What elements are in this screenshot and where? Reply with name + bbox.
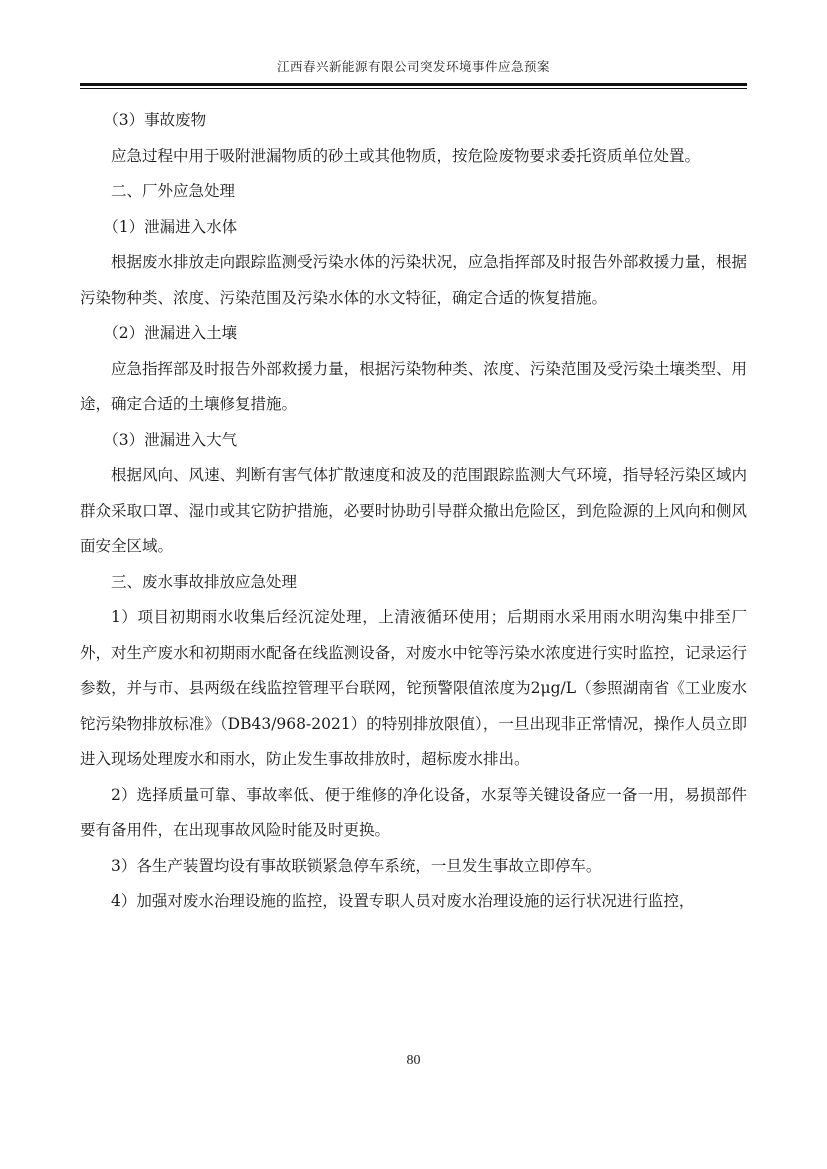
list-item: 2）选择质量可靠、事故率低、便于维修的净化设备，水泵等关键设备应一备一用，易损部件要有备用件，在出现事故风险时能及时更换。 (80, 785, 747, 839)
list-item: 4）加强对废水治理设施的监控，设置专职人员对废水治理设施的运行状况进行监控， (111, 892, 695, 910)
paragraph: 应急指挥部及时报告外部救援力量，根据污染物种类、浓度、污染范围及受污染土壤类型、用途，确定合适的土壤修复措施。 (80, 359, 747, 413)
page-header-title: 江西春兴新能源有限公司突发环境事件应急预案 (276, 59, 550, 74)
header-rule-thin (80, 88, 747, 89)
paragraph: 应急过程中用于吸附泄漏物质的砂土或其他物质，按危险废物要求委托资质单位处置。 (111, 146, 701, 165)
section-heading-wastewater: 三、废水事故排放应急处理 (111, 572, 298, 591)
document-body (80, 103, 747, 920)
sub-heading-water: （1）泄漏进入水体 (103, 217, 238, 236)
paragraph: 根据风向、风速、判断有害气体扩散速度和波及的范围跟踪监测大气环境，指导轻污染区域内群众采取口罩、湿巾或其它防护措施，必要时协助引导群众撤出危险区，到危险源的上风向和侧风面安全区域。 (80, 466, 747, 555)
section-heading-offsite: 二、厂外应急处理 (111, 182, 236, 200)
page-number: 80 (406, 1053, 421, 1068)
header-rule-thick (80, 83, 747, 86)
sub-heading-air: （3）泄漏进入大气 (103, 430, 238, 449)
sub-heading-accident-waste: （3）事故废物 (103, 111, 207, 129)
paragraph: 根据废水排放走向跟踪监测受污染水体的污染状况，应急指挥部及时报告外部救援力量，根据污染物种类、浓度、污染范围及污染水体的水文特征，确定合适的恢复措施。 (80, 253, 747, 307)
list-item: 3）各生产装置均设有事故联锁紧急停车系统，一旦发生事故立即停车。 (111, 856, 602, 875)
list-item: 1）项目初期雨水收集后经沉淀处理，上清液循环使用；后期雨水采用雨水明沟集中排至厂外，对生产废水和初期雨水配备在线监测设备，对废水中铊等污染水浓度进行实时监控，记录运行参数，并与市、县两级在线监控管理平台联网，铊预警限值浓度为2μg/L（参照湖南省《工业废水铊污染物排放标准》（DB43/968-2021）的特别排放限值），一旦出现非正常情况，操作人员立即进入现场处理废水和雨水，防止发生事故排放时，超标废水排出。 (80, 608, 747, 768)
sub-heading-soil: （2）泄漏进入土壤 (103, 324, 238, 342)
